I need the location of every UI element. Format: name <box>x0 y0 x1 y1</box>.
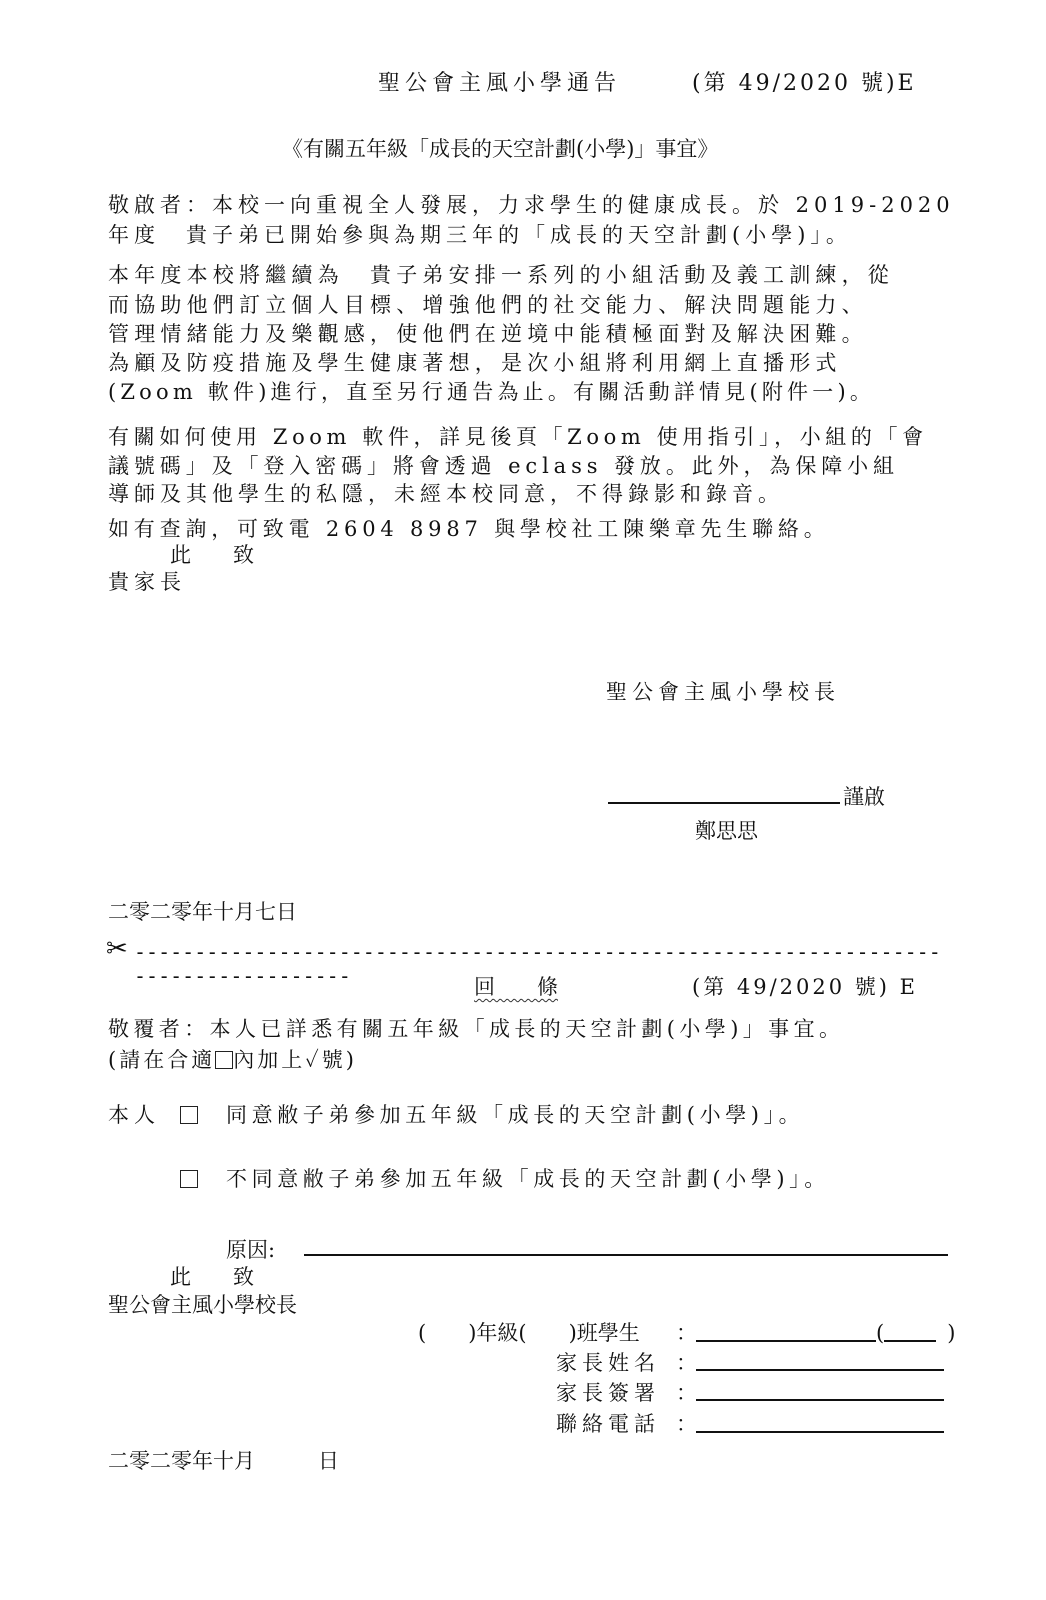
parent-signature-input[interactable] <box>696 1399 944 1401</box>
reason-input[interactable] <box>304 1254 948 1256</box>
colon: ： <box>676 1351 697 1375</box>
contact-phone-input[interactable] <box>696 1431 944 1433</box>
option-agree: 同意敝子弟參加五年級「成長的天空計劃(小學)」。 <box>226 1103 805 1127</box>
colon: ： <box>676 1412 697 1436</box>
para2-line: 管理情緒能力及樂觀感，使他們在逆境中能積極面對及解決困難。 <box>108 322 868 346</box>
parent-name-label: 家長姓名 <box>556 1351 660 1375</box>
agree-checkbox[interactable] <box>180 1106 198 1124</box>
para3-line: 議號碼」及「登入密碼」將會透過 eclass 發放。此外，為保障小組 <box>108 454 899 478</box>
parent-name-input[interactable] <box>696 1369 944 1371</box>
instruction-tail: 內加上✓號) <box>233 1048 357 1072</box>
enquiry-line: 如有查詢，可致電 2604 8987 與學校社工陳樂章先生聯絡。 <box>108 517 830 541</box>
class-number-input[interactable] <box>884 1340 936 1342</box>
notice-subject: 《有關五年級「成長的天空計劃(小學)」事宜》 <box>282 137 719 161</box>
letter-date: 二零二零年十月七日 <box>108 900 297 924</box>
cut-dashed-line: ------------------------------------------------------------------------------------- <box>134 940 941 988</box>
reply-addressee: 聖公會主風小學校長 <box>108 1293 297 1317</box>
para2-line: 本年度本校將繼續為 貴子弟安排一系列的小組活動及義工訓練，從 <box>108 263 894 287</box>
parent-sign-label: 家長簽署 <box>556 1381 660 1405</box>
signature-suffix: 謹啟 <box>843 785 885 809</box>
student-name-input[interactable] <box>696 1340 876 1342</box>
school-notice-title: 聖公會主風小學通告 <box>378 71 622 96</box>
reply-date: 二零二零年十月 日 <box>108 1449 339 1473</box>
notice-number: (第 49/2020 號)E <box>692 71 917 96</box>
class-number-paren: ( ) <box>876 1321 956 1345</box>
signatory-title: 聖公會主風小學校長 <box>606 680 840 704</box>
contact-label: 聯絡電話 <box>556 1412 660 1436</box>
para1-line2: 年度 貴子弟已開始參與為期三年的「成長的天空計劃(小學)」。 <box>108 223 852 247</box>
principal-name: 鄭思思 <box>695 819 758 843</box>
option-disagree: 不同意敝子弟參加五年級「成長的天空計劃(小學)」。 <box>226 1167 830 1191</box>
scissors-icon: ✂ <box>106 934 128 964</box>
addressee: 貴家長 <box>108 570 186 594</box>
para3-line: 導師及其他學生的私隱，未經本校同意，不得錄影和錄音。 <box>108 482 784 506</box>
reply-slip-title: 回 條 <box>474 975 558 999</box>
para3-line: 有關如何使用 Zoom 軟件，詳見後頁「Zoom 使用指引」，小組的「會 <box>108 425 928 449</box>
checkbox-icon <box>215 1051 233 1069</box>
para2-line: 為顧及防疫措施及學生健康著想，是次小組將利用網上直播形式 <box>108 351 842 375</box>
para1-line1: 敬啟者：本校一向重視全人發展，力求學生的健康成長。於 2019-2020 <box>108 193 955 217</box>
para2-line: (Zoom 軟件)進行，直至另行通告為止。有關活動詳情見(附件一)。 <box>108 380 876 404</box>
acknowledgement-line: 敬覆者：本人已詳悉有關五年級「成長的天空計劃(小學)」事宜。 <box>108 1017 845 1041</box>
colon: ： <box>676 1321 697 1345</box>
instruction-text: (請在合適 <box>108 1048 216 1072</box>
disagree-checkbox[interactable] <box>180 1170 198 1188</box>
reply-notice-number: (第 49/2020 號) E <box>692 975 918 999</box>
reason-label: 原因: <box>226 1238 276 1262</box>
self-label: 本人 <box>108 1103 160 1127</box>
closing-ci-zhi: 此 致 <box>170 543 254 567</box>
class-label: ( )年級( )班學生 <box>418 1321 640 1345</box>
reply-closing-ci-zhi: 此 致 <box>170 1265 254 1289</box>
para2-line: 而協助他們訂立個人目標、增強他們的社交能力、解決問題能力、 <box>108 293 868 317</box>
signature-line <box>608 802 840 804</box>
colon: ： <box>676 1381 697 1405</box>
instruction-line <box>108 1045 357 1075</box>
